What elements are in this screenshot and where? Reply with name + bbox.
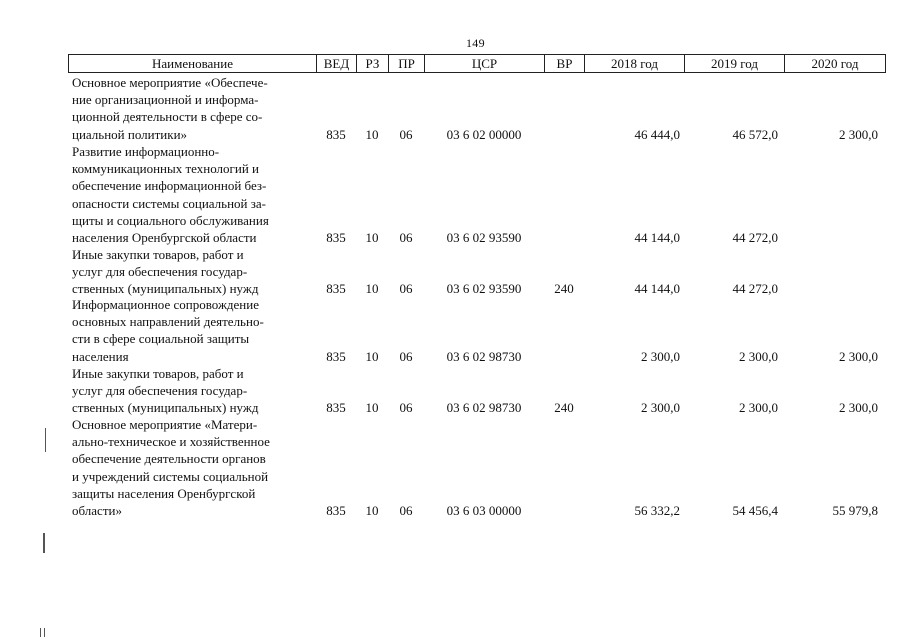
row-csr: 03 6 02 93590 — [446, 230, 522, 245]
table-row — [68, 296, 886, 366]
row-ved: 835 — [326, 503, 346, 518]
row-2020: 55 979,8 — [832, 503, 878, 518]
row-name: Основное мероприятие «Матери- ально-техническое и хозяйственное обеспечение деятельности органов и учреждений системы социальной защиты населения Оренбургской области» — [72, 417, 270, 519]
row-ved: 835 — [326, 127, 346, 142]
header-2020: 2020 год — [811, 56, 859, 71]
page-number: 149 — [466, 36, 485, 50]
header-ved: ВЕД — [317, 55, 357, 72]
header-vr: ВР — [545, 55, 585, 72]
row-name: Иные закупки товаров, работ и услуг для обеспечения государ- ственных (муниципальных) нужд — [72, 366, 259, 416]
row-csr: 03 6 02 98730 — [446, 400, 522, 415]
header-2019: 2019 год — [685, 55, 785, 72]
row-2018: 44 144,0 — [634, 230, 680, 245]
row-ved: 835 — [326, 400, 346, 415]
header-csr: ЦСР — [425, 55, 545, 72]
row-2019: 44 272,0 — [732, 281, 778, 296]
table-row — [68, 74, 886, 144]
header-2018: 2018 год — [585, 55, 685, 72]
row-pr: 06 — [399, 349, 413, 364]
row-2018: 2 300,0 — [641, 349, 680, 364]
header-pr: ПР — [389, 55, 425, 72]
row-2019: 2 300,0 — [739, 349, 778, 364]
row-2020: 2 300,0 — [839, 349, 878, 364]
row-pr: 06 — [399, 400, 413, 415]
row-2018: 2 300,0 — [641, 400, 680, 415]
table-header — [68, 54, 886, 73]
row-csr: 03 6 02 00000 — [446, 127, 522, 142]
row-rz: 10 — [365, 349, 379, 364]
row-csr: 03 6 02 98730 — [446, 349, 522, 364]
row-csr: 03 6 02 93590 — [446, 281, 522, 296]
row-pr: 06 — [399, 503, 413, 518]
header-name: Наименование — [69, 55, 317, 72]
row-2018: 46 444,0 — [634, 127, 680, 142]
row-pr: 06 — [399, 230, 413, 245]
scan-mark — [45, 428, 46, 452]
scan-mark — [44, 628, 45, 637]
row-name: Основное мероприятие «Обеспече- ние организационной и информа- ционной деятельности в сфере со- циальной политики» — [72, 75, 268, 142]
row-2020: 2 300,0 — [839, 400, 878, 415]
table-row — [68, 143, 886, 247]
row-2020: 2 300,0 — [839, 127, 878, 142]
row-2018: 44 144,0 — [634, 281, 680, 296]
row-csr: 03 6 03 00000 — [446, 503, 522, 518]
row-rz: 10 — [365, 281, 379, 296]
row-vr: 240 — [554, 281, 574, 296]
row-name: Развитие информационно- коммуникационных технологий и обеспечение информационной без- опасности системы социальной за- щиты и социального обслуживания населения Оренбургской области — [72, 144, 269, 246]
row-2019: 2 300,0 — [739, 400, 778, 415]
row-ved: 835 — [326, 230, 346, 245]
row-2019: 54 456,4 — [732, 503, 778, 518]
header-rz: РЗ — [357, 55, 389, 72]
table-row — [68, 416, 886, 520]
row-rz: 10 — [365, 400, 379, 415]
row-vr: 240 — [554, 400, 574, 415]
row-rz: 10 — [365, 230, 379, 245]
table-row — [68, 365, 886, 417]
row-ved: 835 — [326, 349, 346, 364]
row-rz: 10 — [365, 127, 379, 142]
row-ved: 835 — [326, 281, 346, 296]
table-row — [68, 246, 886, 298]
row-rz: 10 — [365, 503, 379, 518]
row-2018: 56 332,2 — [634, 503, 680, 518]
scan-mark — [43, 533, 45, 553]
row-2019: 44 272,0 — [732, 230, 778, 245]
row-pr: 06 — [399, 281, 413, 296]
row-2019: 46 572,0 — [732, 127, 778, 142]
row-pr: 06 — [399, 127, 413, 142]
row-name: Иные закупки товаров, работ и услуг для обеспечения государ- ственных (муниципальных) нужд — [72, 247, 259, 297]
scan-mark — [40, 628, 41, 637]
row-name: Информационное сопровождение основных направлений деятельно- сти в сфере социальной защиты населения — [72, 297, 264, 364]
